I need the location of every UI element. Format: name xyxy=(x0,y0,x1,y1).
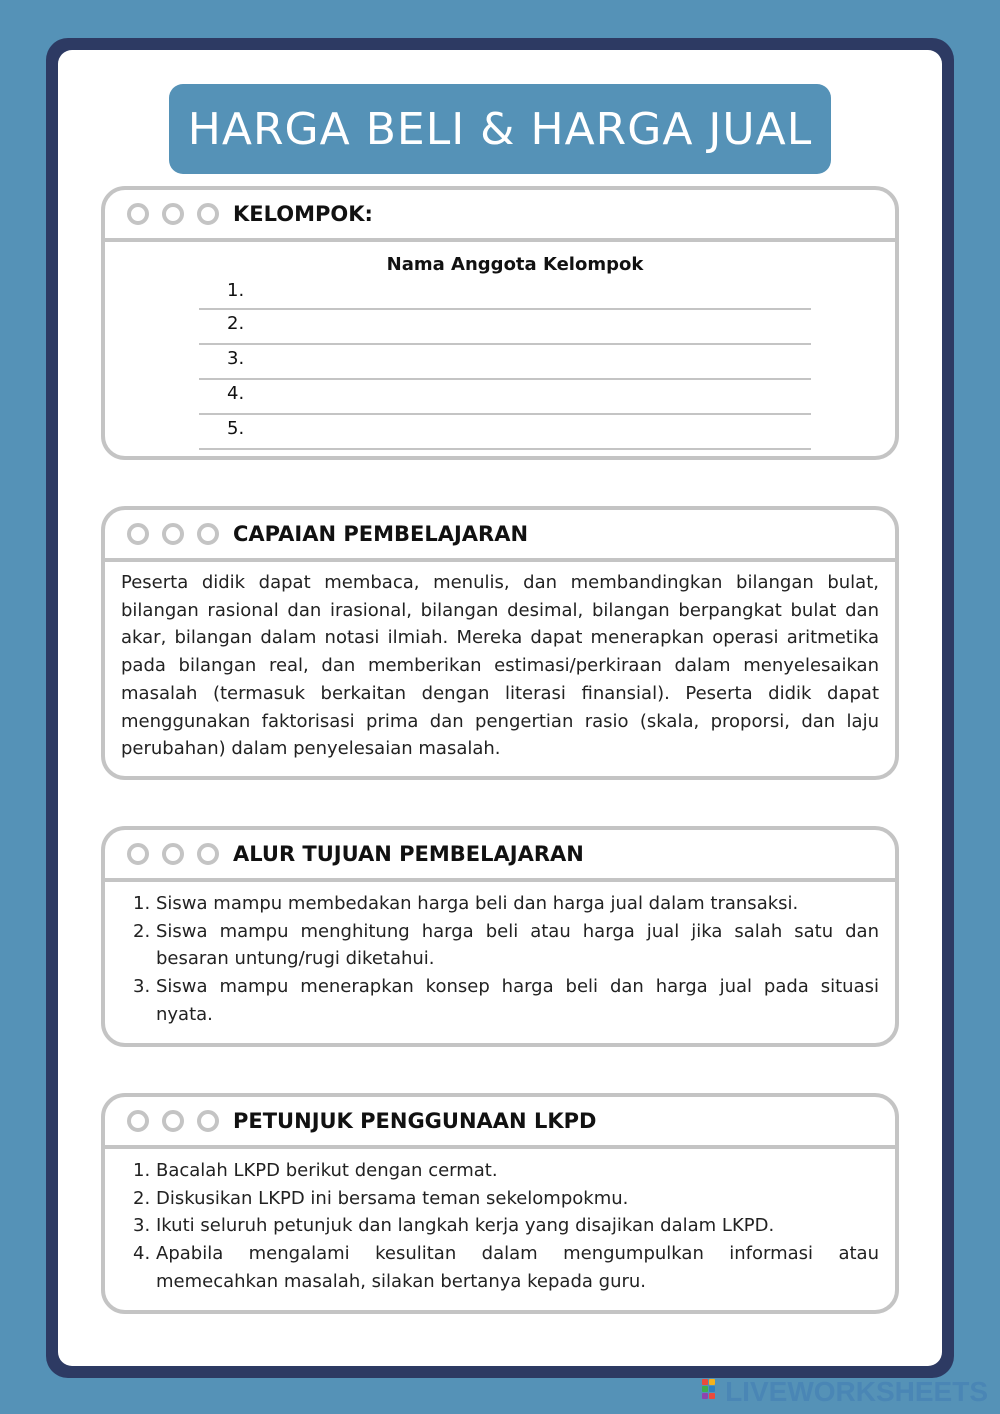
petunjuk-card-header xyxy=(105,1097,895,1149)
member-name-field[interactable] xyxy=(199,277,811,310)
member-number: 3. xyxy=(227,348,245,369)
list-item-text: Diskusikan LKPD ini bersama teman sekelompokmu. xyxy=(156,1187,629,1209)
list-item xyxy=(133,1240,879,1295)
member-name-field[interactable] xyxy=(199,310,811,345)
alur-list xyxy=(105,882,895,1029)
member-number: 5. xyxy=(227,418,245,439)
list-item-number: 4. xyxy=(133,1243,151,1265)
circle-icon xyxy=(197,523,219,545)
list-item-text: Siswa mampu membedakan harga beli dan harga jual dalam transaksi. xyxy=(156,893,799,914)
list-item-number: 2. xyxy=(133,920,151,942)
window-dots xyxy=(127,523,219,545)
page-title: HARGA BELI & HARGA JUAL xyxy=(169,84,831,174)
list-item-text: Siswa mampu menerapkan konsep harga beli dan harga jual pada situasi nyata. xyxy=(156,976,879,1025)
capaian-card-header xyxy=(105,510,895,562)
list-item xyxy=(133,890,879,918)
member-name-field[interactable] xyxy=(199,380,811,415)
circle-icon xyxy=(127,203,149,225)
members-title: Nama Anggota Kelompok xyxy=(386,254,644,275)
circle-icon xyxy=(197,843,219,865)
list-item-text: Siswa mampu menghitung harga beli atau harga jual jika salah satu dan besaran untung/rugi diketahui. xyxy=(156,920,879,970)
kelompok-title: KELOMPOK: xyxy=(233,202,373,226)
list-item xyxy=(133,1185,879,1213)
watermark-text: LIVEWORKSHEETS xyxy=(725,1376,988,1407)
member-name-field[interactable] xyxy=(199,345,811,380)
list-item-text: Ikuti seluruh petunjuk dan langkah kerja yang disajikan dalam LKPD. xyxy=(156,1215,775,1237)
member-name-field[interactable] xyxy=(199,415,811,450)
list-item xyxy=(133,973,879,1028)
list-item-number: 3. xyxy=(133,1215,151,1237)
member-number: 1. xyxy=(227,280,245,301)
circle-icon xyxy=(127,523,149,545)
list-item-number: 3. xyxy=(133,976,151,998)
member-list xyxy=(199,277,811,450)
petunjuk-title: PETUNJUK PENGGUNAAN LKPD xyxy=(233,1109,597,1133)
petunjuk-card xyxy=(101,1093,899,1314)
alur-title: ALUR TUJUAN PEMBELAJARAN xyxy=(233,842,584,866)
kelompok-card-header xyxy=(105,190,895,242)
list-item-number: 1. xyxy=(133,1160,151,1181)
circle-icon xyxy=(127,1110,149,1132)
circle-icon xyxy=(162,523,184,545)
circle-icon xyxy=(127,843,149,865)
member-number: 2. xyxy=(227,313,245,334)
alur-card-header xyxy=(105,830,895,882)
capaian-text: Peserta didik dapat membaca, menulis, dan membandingkan bilangan bulat, bilangan rasional dan irasional, bilangan desimal, bilangan berpangkat bulat dan akar, bilangan dalam notasi ilmiah. Mereka dapat menerapkan operasi aritmetika pada bilangan real, dan memberikan estimasi/perkiraan dalam menyelesaikan masalah (termasuk berkaitan dengan literasi finansial). Peserta didik dapat menggunakan faktorisasi prima dan pengertian rasio (skala, proporsi, dan laju perubahan) dalam penyelesaian masalah. xyxy=(121,572,879,760)
circle-icon xyxy=(162,1110,184,1132)
list-item xyxy=(133,1212,879,1240)
list-item xyxy=(133,1157,879,1185)
liveworksheets-logo-icon xyxy=(702,1379,722,1405)
member-number: 4. xyxy=(227,383,245,404)
liveworksheets-watermark xyxy=(702,1376,988,1408)
alur-card xyxy=(101,826,899,1047)
capaian-card xyxy=(101,506,899,780)
window-dots xyxy=(127,203,219,225)
list-item-text: Bacalah LKPD berikut dengan cermat. xyxy=(156,1160,498,1181)
circle-icon xyxy=(197,203,219,225)
kelompok-card xyxy=(101,186,899,460)
list-item-number: 1. xyxy=(133,893,151,914)
circle-icon xyxy=(162,843,184,865)
capaian-title: CAPAIAN PEMBELAJARAN xyxy=(233,522,529,546)
window-dots xyxy=(127,843,219,865)
list-item-number: 2. xyxy=(133,1187,151,1209)
list-item xyxy=(133,918,879,973)
window-dots xyxy=(127,1110,219,1132)
list-item-text: Apabila mengalami kesulitan dalam mengumpulkan informasi atau memecahkan masalah, silakan bertanya kepada guru. xyxy=(156,1243,879,1292)
petunjuk-list xyxy=(105,1149,895,1296)
circle-icon xyxy=(197,1110,219,1132)
circle-icon xyxy=(162,203,184,225)
